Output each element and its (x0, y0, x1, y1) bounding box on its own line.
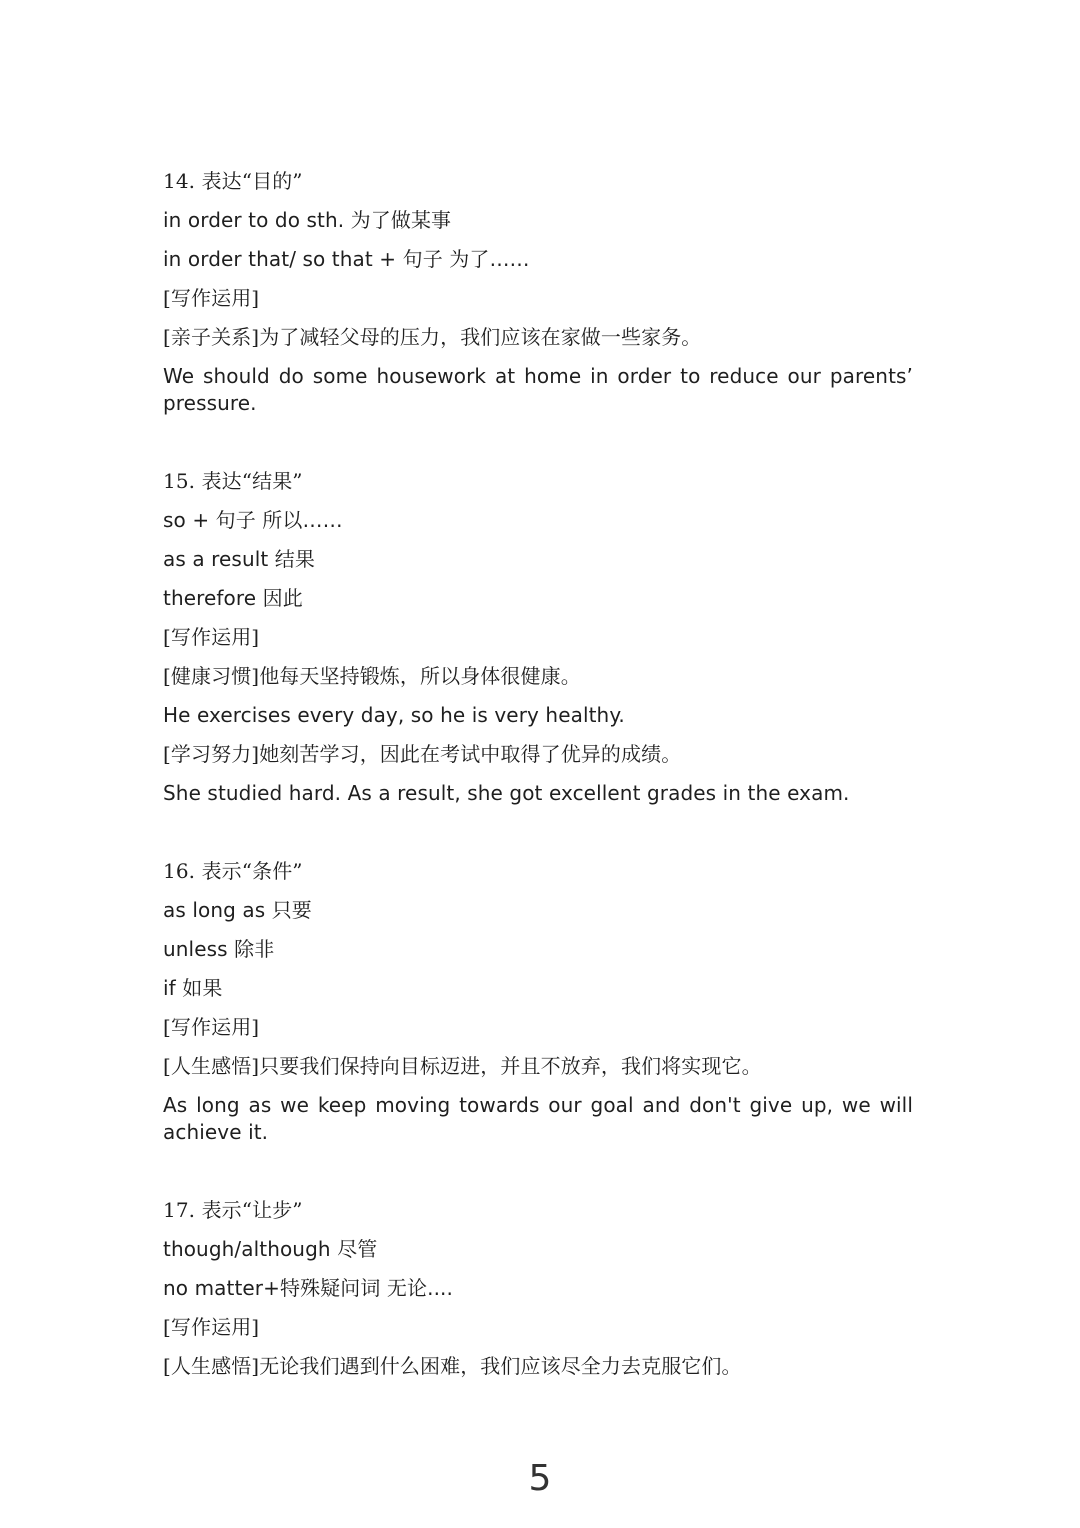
example-english: We should do some housework at home in order to reduce our parents’ pressure. (163, 364, 913, 415)
example-chinese: [学习努力]她刻苦学习，因此在考试中取得了优异的成绩。 (163, 742, 682, 766)
phrase-line: therefore 因此 (163, 586, 303, 610)
section-gap (163, 1158, 913, 1197)
example-chinese: [人生感悟]只要我们保持向目标迈进，并且不放弃，我们将实现它。 (163, 1054, 762, 1078)
section-result (163, 468, 913, 807)
example-chinese: [健康习惯]他每天坚持锻炼，所以身体很健康。 (163, 664, 581, 688)
example-chinese: [亲子关系]为了减轻父母的压力，我们应该在家做一些家务。 (163, 325, 702, 349)
writing-usage-label: [写作运用] (163, 1015, 260, 1039)
phrase-line: so + 句子 所以…… (163, 508, 343, 532)
section-heading: 17. 表示“让步” (163, 1198, 303, 1222)
phrase-line: as a result 结果 (163, 547, 315, 571)
example-chinese: [人生感悟]无论我们遇到什么困难，我们应该尽全力去克服它们。 (163, 1354, 742, 1378)
section-concession (163, 1197, 913, 1380)
writing-usage-label: [写作运用] (163, 286, 260, 310)
phrase-line: in order that/ so that + 句子 为了…… (163, 247, 530, 271)
example-english: He exercises every day, so he is very healthy. (163, 703, 625, 727)
phrase-line: as long as 只要 (163, 898, 312, 922)
section-heading: 15. 表达“结果” (163, 469, 303, 493)
phrase-line: if 如果 (163, 976, 223, 1000)
phrase-line: though/although 尽管 (163, 1237, 378, 1261)
section-heading: 14. 表达“目的” (163, 169, 303, 193)
page-content (163, 168, 913, 1392)
section-purpose (163, 168, 913, 417)
phrase-line: in order to do sth. 为了做某事 (163, 208, 452, 232)
writing-usage-label: [写作运用] (163, 625, 260, 649)
writing-usage-label: [写作运用] (163, 1315, 260, 1339)
example-english: She studied hard. As a result, she got excellent grades in the exam. (163, 781, 850, 805)
section-gap (163, 819, 913, 858)
section-condition (163, 858, 913, 1146)
page-number: 5 (528, 1458, 552, 1499)
section-heading: 16. 表示“条件” (163, 859, 303, 883)
phrase-line: no matter+特殊疑问词 无论.... (163, 1276, 453, 1300)
example-english: As long as we keep moving towards our goal and don't give up, we will achieve it. (163, 1093, 913, 1144)
section-gap (163, 429, 913, 468)
phrase-line: unless 除非 (163, 937, 275, 961)
